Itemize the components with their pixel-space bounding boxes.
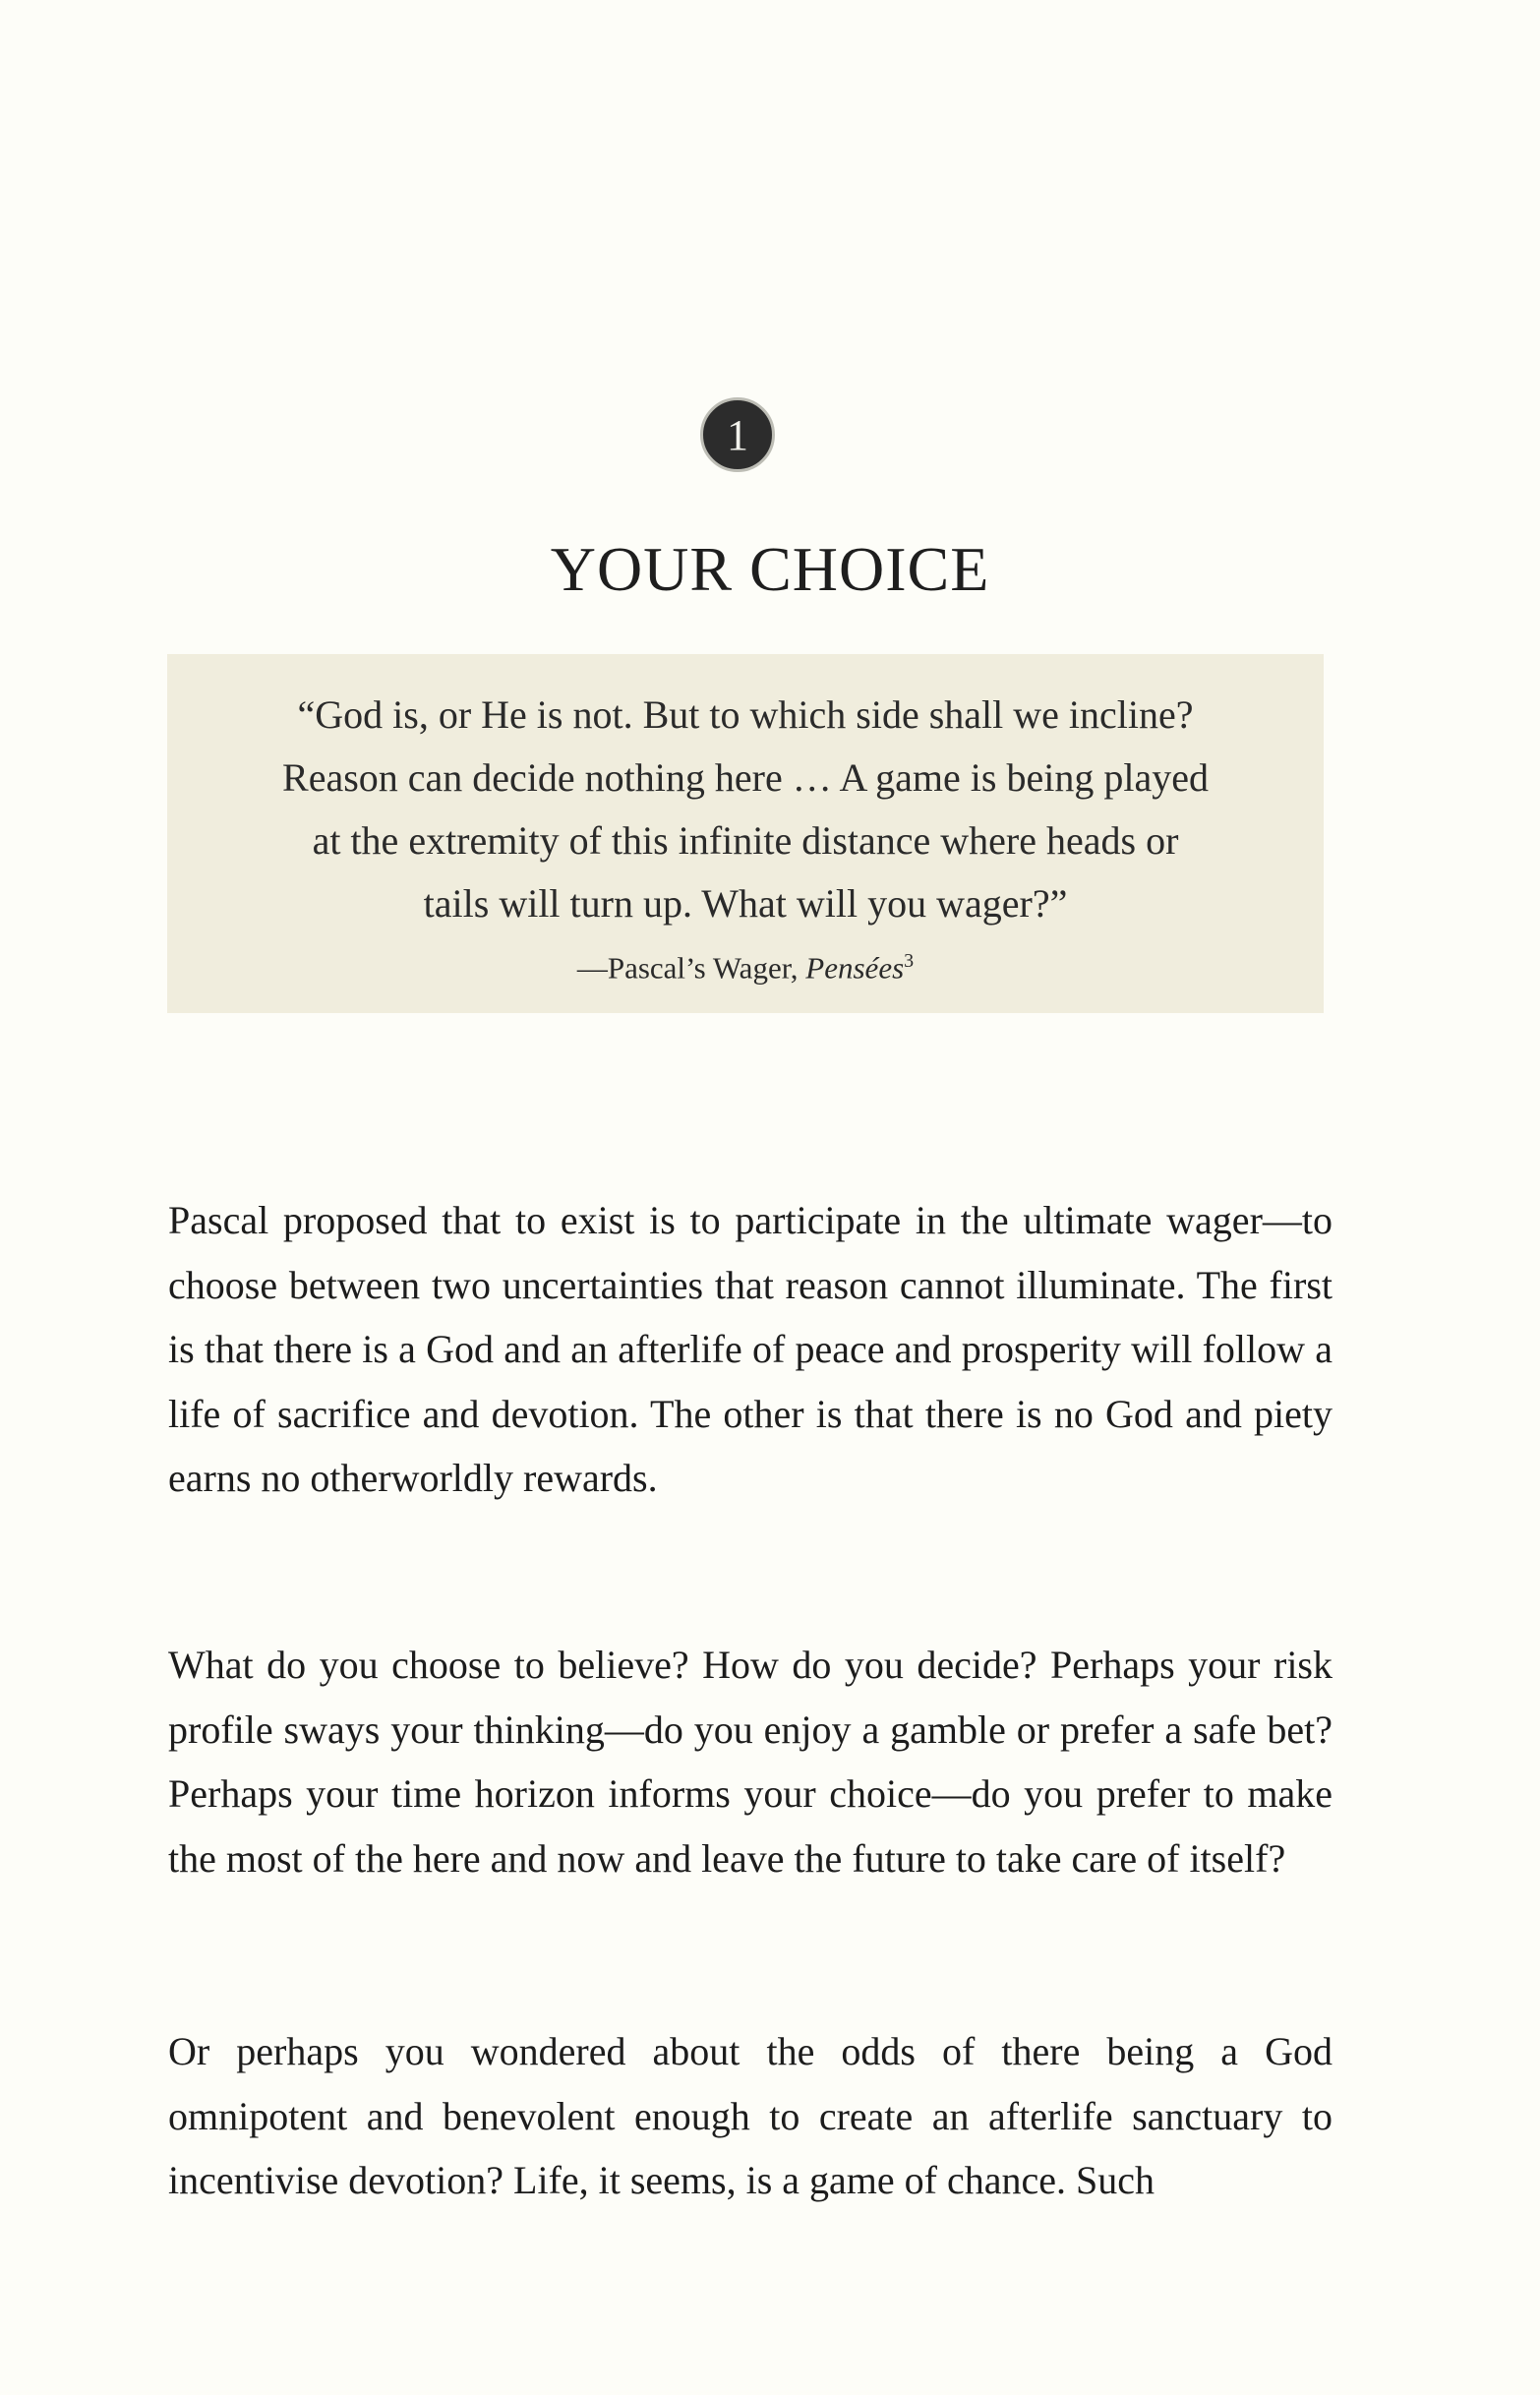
close-quote-mark: ” [1049, 881, 1068, 926]
epigraph-line [167, 747, 1324, 809]
epigraph-attribution [167, 939, 1324, 989]
attribution-author: —Pascal’s Wager, [576, 950, 806, 986]
chapter-number-badge [700, 397, 775, 472]
body-paragraph-3: Or perhaps you wondered about the odds of there being a God omnipotent and benevolent enough to create an afterlife sanctuary to incentivise devotion? Life, it seems, is a game of chance. Such [168, 2029, 1333, 2202]
footnote-marker: 3 [904, 950, 915, 972]
open-quote-mark: “ [297, 692, 316, 737]
epigraph-line-text: God is, or He is not. But to which side shall we incline? [315, 692, 1194, 737]
epigraph-line-text: tails will turn up. What will you wager? [423, 881, 1050, 926]
body-paragraph-1: Pascal proposed that to exist is to participate in the ultimate wager—to choose between two uncertainties that reason cannot illuminate. The first is that there is a God and an afterlife of peace and prosperity will follow a life of sacrifice and devotion. The other is that there is no God and piety earns no otherworldly rewards. [168, 1198, 1333, 1500]
chapter-number: 1 [727, 411, 748, 459]
epigraph-line-text: Reason can decide nothing here … A game is being played [282, 755, 1209, 800]
body-paragraph-2: What do you choose to believe? How do you decide? Perhaps your risk profile sways your thinking—do you enjoy a gamble or prefer a safe bet? Perhaps your time horizon informs your choice—do you prefer to make the most of the here and now and leave the future to take care of itself? [168, 1643, 1333, 1881]
attribution-work: Pensées [805, 950, 905, 986]
epigraph-box [167, 654, 1324, 1013]
chapter-title: YOUR CHOICE [550, 534, 990, 604]
epigraph-line-text: at the extremity of this infinite distance where heads or [312, 818, 1179, 863]
epigraph-line [167, 684, 1324, 747]
epigraph-line [167, 872, 1324, 935]
epigraph-line [167, 809, 1324, 872]
